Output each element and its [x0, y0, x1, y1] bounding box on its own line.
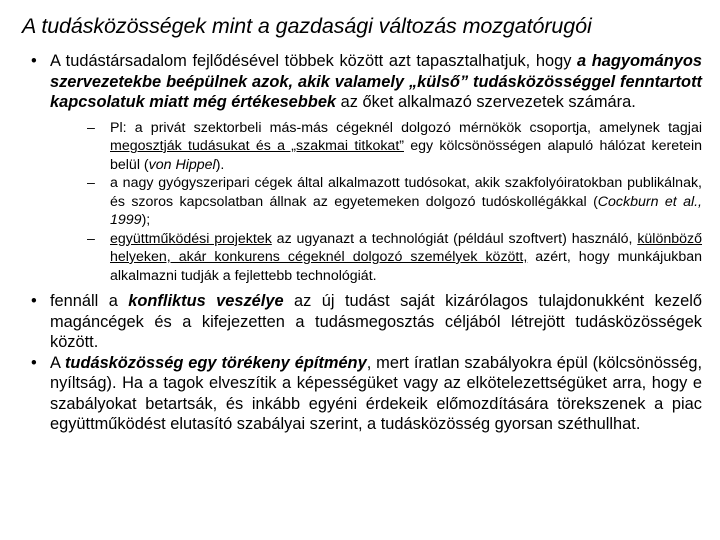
sub-bullet-underlined: különböző helyeken, akár konkurens cégeknél dolgozó személyek között, [110, 230, 702, 265]
bullet-emphasis: tudásközösség egy törékeny építmény [64, 353, 367, 372]
sub-bullet-cooperation-projects [82, 230, 702, 286]
citation: Cockburn et al., 1999 [110, 193, 702, 228]
bullet-text: az új tudást saját kizárólagos tulajdonukként kezelő magáncégek és a kifejezetten a tudásmegosztás céljából létrejött tudásközösségek között. [50, 292, 702, 351]
bullet-emphasis: a hagyományos szervezetekbe beépülnek azok, akik valamely „külső” tudásközösséggel fenntartott kapcsolatuk miatt még értékesebbek [50, 52, 702, 111]
sub-bullet-underlined: együttműködési projektek [110, 230, 272, 247]
sub-bullet-text: a nagy gyógyszeripari cégek által alkalmazott tudósokat, akik szakfolyóiratokban publikálnak, és szoros kapcsolatban állnak az egyetemeken dolgozó tudóskollégákkal ( [110, 175, 702, 210]
sub-bullet-text: azért, hogy munkájukban alkalmazni tudják a fejlettebb technológiát. [110, 249, 702, 284]
bullet-fragile-structure [22, 353, 702, 435]
bullet-knowledge-society [22, 51, 702, 285]
bullet-conflict-risk [22, 291, 702, 353]
bullet-text: az őket alkalmazó szervezetek számára. [336, 93, 636, 111]
main-bullet-list [22, 51, 702, 435]
bullet-text: A [50, 353, 65, 372]
sub-bullet-text: Pl: a privát szektorbeli más-más cégeknél dolgozó mérnökök csoportja, amelynek tagjai [110, 119, 702, 136]
sub-bullet-list [82, 119, 702, 286]
slide-title: A tudásközösségek mint a gazdasági változás mozgatórugói [22, 14, 592, 38]
bullet-text: , mert íratlan szabályokra épül (kölcsönösség, nyíltság). Ha a tagok elveszítik a képességüket vagy az elkötelezettségüket arra, hogy e szabályokat betartsák, és inkább egyéni érdekeik előmozdítására törekszenek a piac együttműködést elutasító szabályai szerint, a tudásközösség gyorsan széthullhat. [50, 353, 702, 433]
sub-bullet-text: ); [141, 212, 151, 228]
sub-bullet-text: egy kölcsönösségen alapuló hálózat keretein belül ( [110, 138, 702, 173]
sub-bullet-underlined: megosztják tudásukat és a „szakmai titkokat” [110, 138, 404, 154]
sub-bullet-pharma-scientists [82, 174, 702, 230]
bullet-emphasis: konfliktus veszélye [128, 292, 284, 310]
bullet-text: fennáll a [50, 292, 129, 310]
sub-bullet-text: ). [215, 156, 225, 173]
citation: von Hippel [148, 156, 216, 173]
sub-bullet-engineers [82, 119, 702, 175]
bullet-text: A tudástársadalom fejlődésével többek között azt tapasztalhatjuk, hogy [50, 52, 578, 70]
sub-bullet-text: az ugyanazt a technológiát (például szoftvert) használó, [271, 230, 638, 247]
